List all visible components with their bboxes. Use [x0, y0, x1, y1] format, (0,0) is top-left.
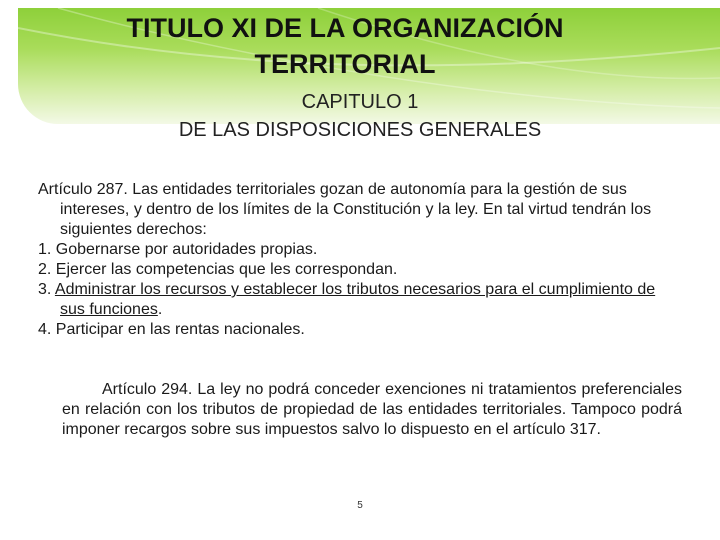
- chapter-line-1: CAPITULO 1: [301, 91, 419, 113]
- article-294: Artículo 294. La ley no podrá conceder exenciones ni tratamientos preferenciales en relación con los tributos de propiedad de las entidades territoriales. Tampoco podrá imponer recargos sobre sus impuestos salvo lo dispuesto en el artículo 317.: [62, 381, 682, 438]
- title-line-2: TERRITORIAL: [254, 49, 436, 79]
- item-3-period: .: [157, 301, 163, 318]
- item-3-number: 3.: [38, 281, 55, 298]
- article-287-item-3: [38, 280, 678, 320]
- article-287-item-4: 4. Participar en las rentas nacionales.: [38, 321, 305, 338]
- page-title: [60, 10, 630, 82]
- page-number: 5: [357, 500, 363, 511]
- chapter-line-2: DE LAS DISPOSICIONES GENERALES: [178, 119, 542, 141]
- article-287: [38, 180, 678, 340]
- chapter-heading: [60, 88, 660, 144]
- title-line-1: TITULO XI DE LA ORGANIZACIÓN: [126, 13, 564, 43]
- item-3-underlined-text: Administrar los recursos y establecer los tributos necesarios para el cumplimiento de sus funciones: [54, 281, 656, 318]
- article-287-intro: Artículo 287. Las entidades territoriales gozan de autonomía para la gestión de sus intereses, y dentro de los límites de la Constitución y la ley. En tal virtud tendrán los siguientes derechos:: [38, 181, 652, 238]
- article-287-item-1: 1. Gobernarse por autoridades propias.: [38, 241, 318, 258]
- article-287-item-2: 2. Ejercer las competencias que les correspondan.: [38, 261, 398, 278]
